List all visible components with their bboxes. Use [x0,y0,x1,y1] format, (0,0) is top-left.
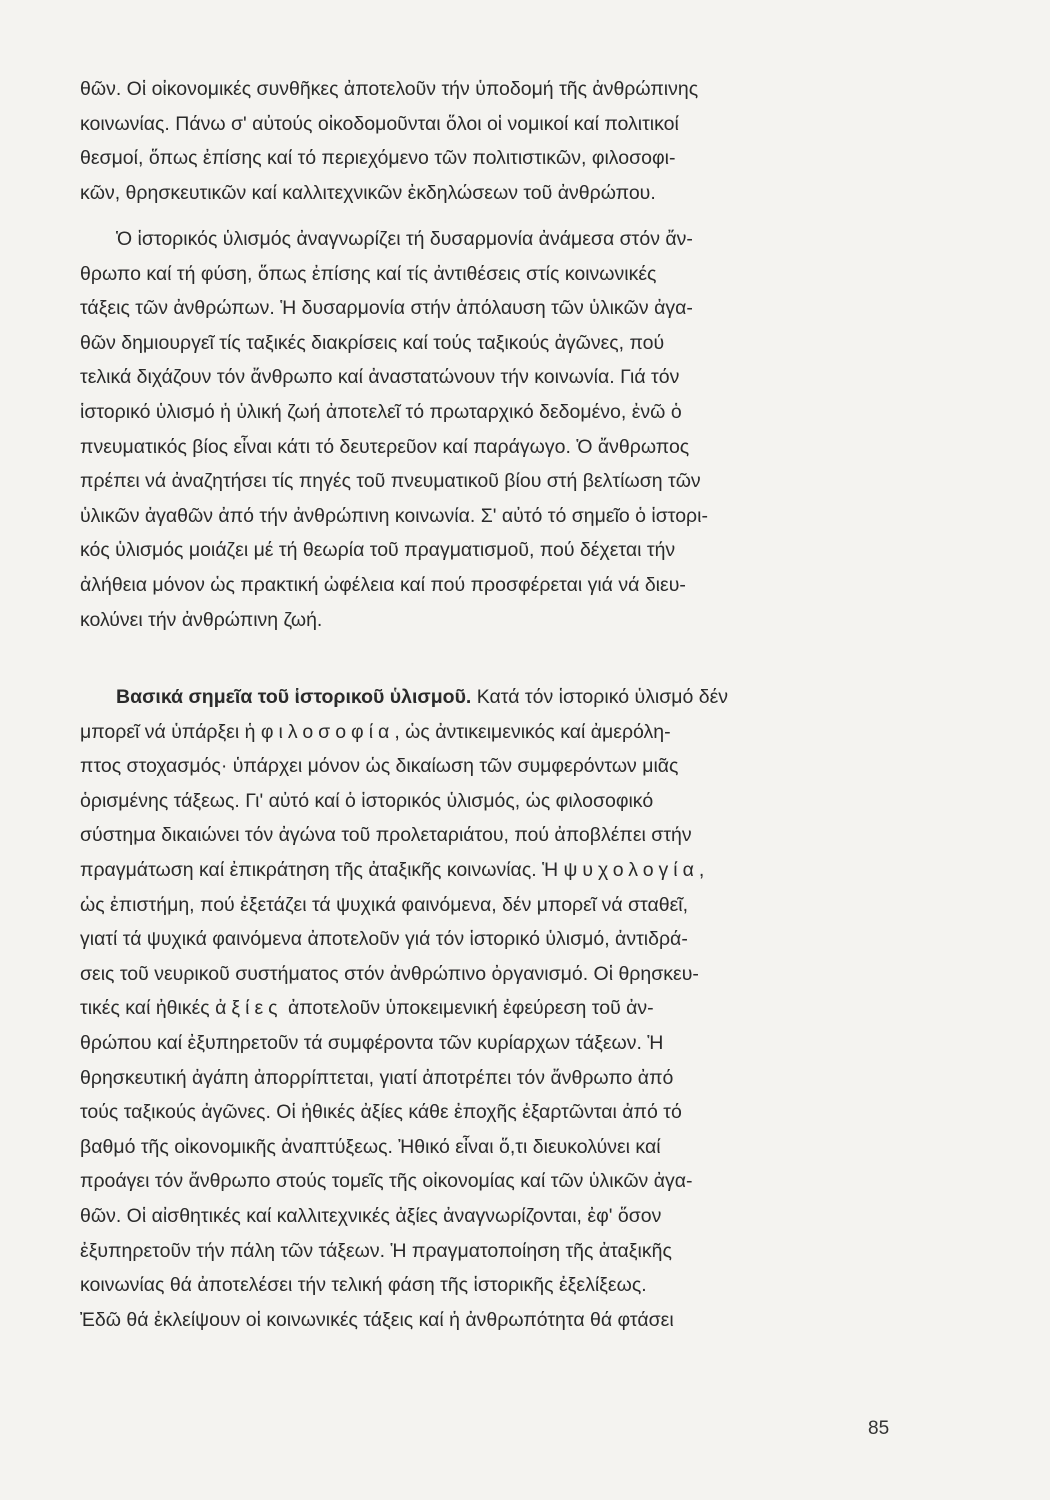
text-line [80,853,910,888]
text-line: βαθμό τῆς οἰκονομικῆς ἀναπτύξεως. Ἠθικό εἶναι ὅ,τι διευκολύνει καί [80,1135,661,1158]
text-line [80,715,910,750]
text-fragment: ἀποτελοῦν ὑποκειμενική ἐφεύρεση τοῦ ἀν- [282,997,654,1020]
text-fragment: πραγμάτωση καί ἐπικράτηση τῆς ἀταξικῆς κοινωνίας. Ἡ [80,858,564,881]
text-line: θρώπου καί ἐξυπηρετοῦν τά συμφέροντα τῶν κυρίαρχων τάξεων. Ἡ [80,1031,664,1054]
emphasized-term: ἀξίες [215,997,283,1020]
text-line: τελικά διχάζουν τόν ἄνθρωπο καί ἀναστατώνουν τήν κοινωνία. Γιά τόν [80,366,680,389]
section-heading: Βασικά σημεῖα τοῦ ἱστορικοῦ ὑλισμοῦ. [116,686,472,708]
text-line: ἀλήθεια μόνον ὡς πρακτική ὠφέλεια καί πού προσφέρεται γιά νά διευ- [80,573,686,596]
text-fragment: , [698,858,705,881]
text-fragment: Κατά τόν ἱστορικό ὑλισμό δέν [471,686,729,708]
paragraph-2 [80,222,910,637]
text-line: κοινωνίας. Πάνω σ' αὐτούς οἰκοδομοῦνται ὅλοι οἱ νομικοί καί πολιτικοί [80,112,679,135]
text-line: πτος στοχασμός· ὑπάρχει μόνον ὡς δικαίωση τῶν συμφερόντων μιᾶς [80,755,679,778]
text-line: κῶν, θρησκευτικῶν καί καλλιτεχνικῶν ἐκδηλώσεων τοῦ ἀνθρώπου. [80,181,656,204]
text-fragment: , ὡς ἀντικειμενικός καί ἀμερόλη- [394,720,671,743]
page-number: 85 [868,1418,890,1439]
text-line: ἱστορικό ὑλισμό ἡ ὑλική ζωή ἀποτελεῖ τό πρωταρχικό δεδομένο, ἐνῶ ὁ [80,400,682,423]
text-line: θρησκευτική ἀγάπη ἀπορρίπτεται, γιατί ἀποτρέπει τόν ἄνθρωπο ἀπό [80,1066,674,1089]
text-line: πρέπει νά ἀναζητήσει τίς πηγές τοῦ πνευματικοῦ βίου στή βελτίωση τῶν [80,470,701,493]
text-line: κολύνει τήν ἀνθρώπινη ζωή. [80,608,323,631]
text-line: Ἐδῶ θά ἐκλείψουν οἱ κοινωνικές τάξεις καί ἡ ἀνθρωπότητα θά φτάσει [80,1308,674,1331]
text-line: κός ὑλισμός μοιάζει μέ τή θεωρία τοῦ πραγματισμοῦ, πού δέχεται τήν [80,539,676,562]
paragraph-1 [80,72,910,210]
text-line: ὡς ἐπιστήμη, πού ἐξετάζει τά ψυχικά φαινόμενα, δέν μπορεῖ νά σταθεῖ, [80,893,689,916]
text-fragment: μπορεῖ νά ὑπάρξει ἡ [80,720,261,743]
text-line: θεσμοί, ὅπως ἐπίσης καί τό περιεχόμενο τῶν πολιτιστικῶν, φιλοσοφι- [80,147,676,170]
text-line: τούς ταξικούς ἀγῶνες. Οἱ ἠθικές ἀξίες κάθε ἐποχῆς ἐξαρτῶνται ἀπό τό [80,1101,682,1124]
text-line: προάγει τόν ἄνθρωπο στούς τομεῖς τῆς οἰκονομίας καί τῶν ὑλικῶν ἀγα- [80,1170,693,1193]
text-line: ὁρισμένης τάξεως. Γι' αὐτό καί ὁ ἱστορικός ὑλισμός, ὡς φιλοσοφικό [80,789,654,812]
text-line: τάξεις τῶν ἀνθρώπων. Ἡ δυσαρμονία στήν ἀπόλαυση τῶν ὑλικῶν ἀγα- [80,297,693,320]
text-line: σεις τοῦ νευρικοῦ συστήματος στόν ἀνθρώπινο ὀργανισμό. Οἱ θρησκευ- [80,962,699,985]
text-line: γιατί τά ψυχικά φαινόμενα ἀποτελοῦν γιά τόν ἱστορικό ὑλισμό, ἀντιδρά- [80,928,688,951]
text-line: θρωπο καί τή φύση, ὅπως ἐπίσης καί τίς ἀντιθέσεις στίς κοινωνικές [80,262,657,285]
text-line: πνευματικός βίος εἶναι κάτι τό δευτερεῦον καί παράγωγο. Ὁ ἄνθρωπος [80,435,690,458]
text-line: σύστημα δικαιώνει τόν ἀγώνα τοῦ προλεταριάτου, πού ἀποβλέπει στήν [80,824,692,847]
section-first-line [80,680,910,715]
text-line: θῶν δημιουργεῖ τίς ταξικές διακρίσεις καί τούς ταξικούς ἀγῶνες, πού [80,331,665,354]
text-line: θῶν. Οἱ οἰκονομικές συνθῆκες ἀποτελοῦν τήν ὑποδομή τῆς ἀνθρώπινης [80,78,699,100]
emphasized-term: φιλοσοφία [260,720,395,743]
text-line [80,991,910,1026]
section-basic-points [80,680,910,1337]
emphasized-term: ψυχολογία [563,858,699,881]
text-line: Ὁ ἱστορικός ὑλισμός ἀναγνωρίζει τή δυσαρμονία ἀνάμεσα στόν ἄν- [116,228,693,250]
text-line: ἐξυπηρετοῦν τήν πάλη τῶν τάξεων. Ἡ πραγματοποίηση τῆς ἀταξικῆς [80,1239,672,1262]
text-line: ὑλικῶν ἀγαθῶν ἀπό τήν ἀνθρώπινη κοινωνία. Σ' αὐτό τό σημεῖο ὁ ἱστορι- [80,504,708,527]
text-line: θῶν. Οἱ αἰσθητικές καί καλλιτεχνικές ἀξίες ἀναγνωρίζονται, ἐφ' ὅσον [80,1204,662,1227]
text-line: κοινωνίας θά ἀποτελέσει τήν τελική φάση τῆς ἱστορικῆς ἐξελίξεως. [80,1274,647,1297]
text-fragment: τικές καί ἠθικές [80,997,216,1020]
